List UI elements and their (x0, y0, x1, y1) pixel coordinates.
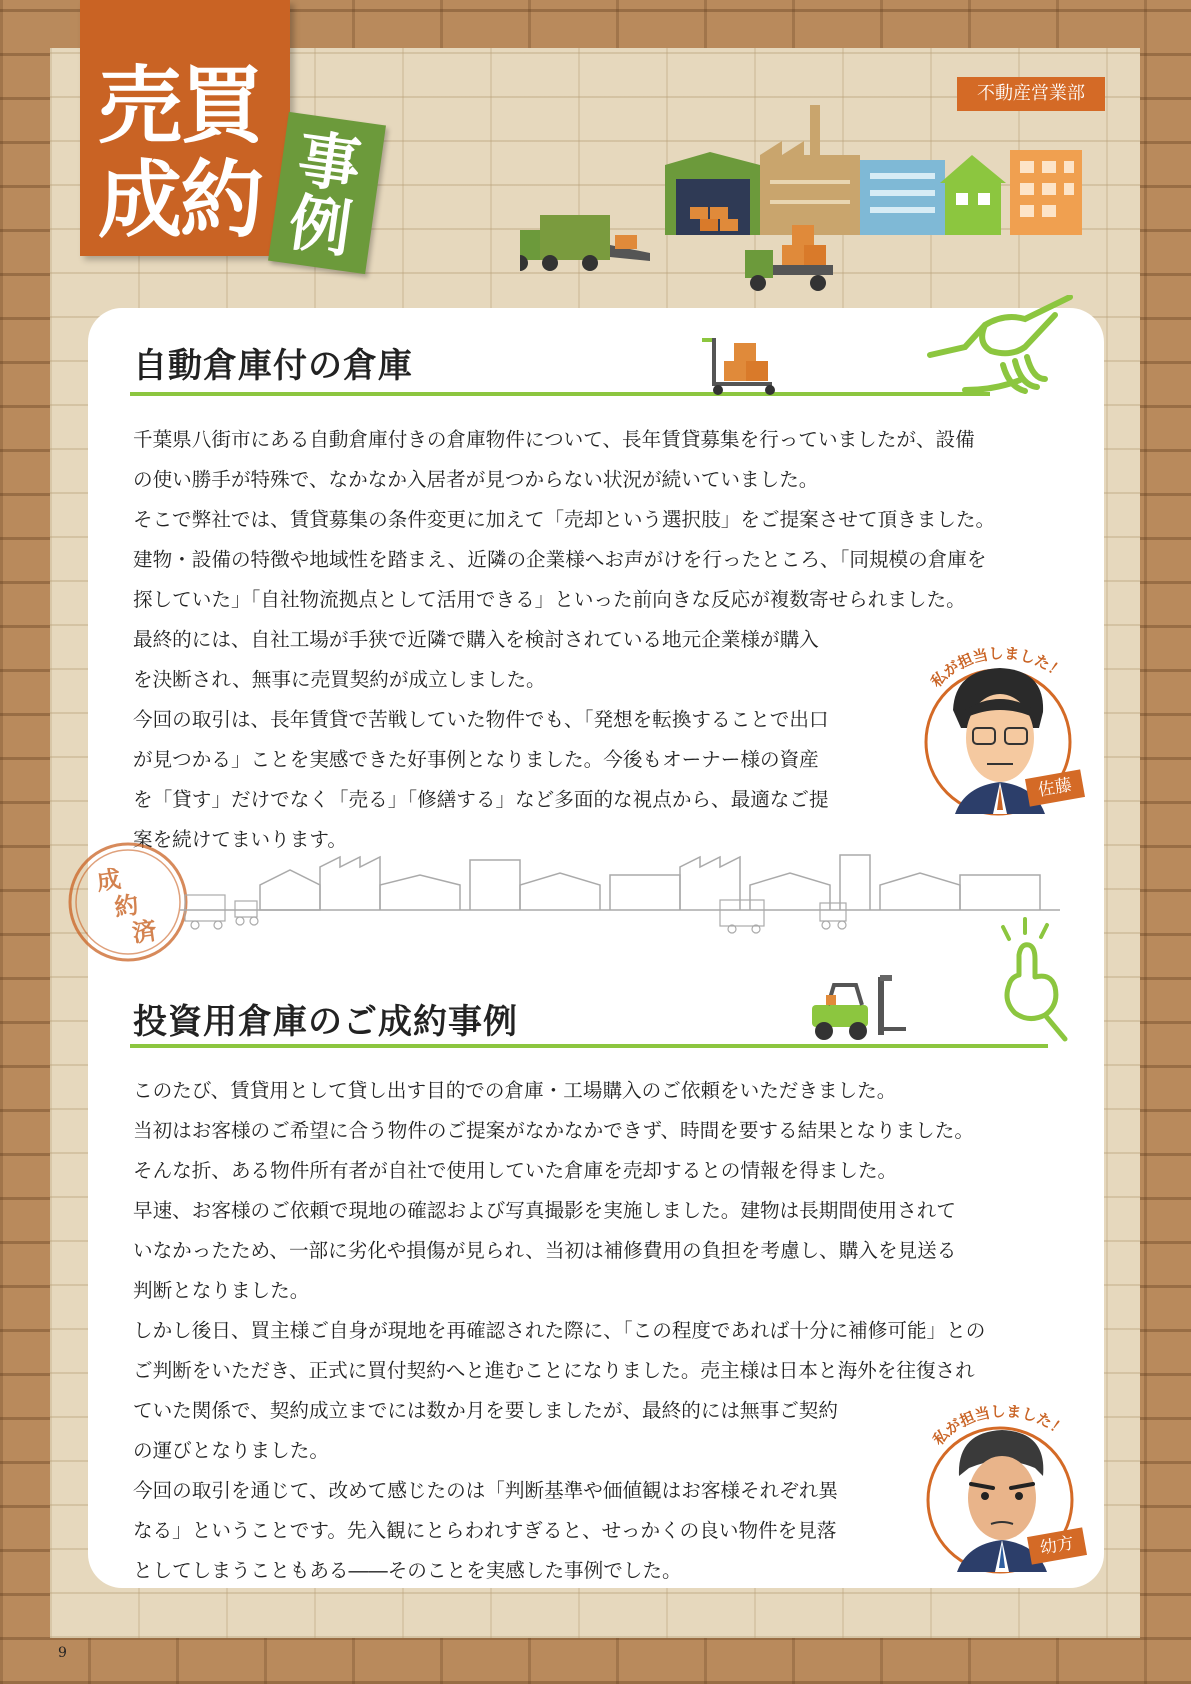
section2-underline (130, 1044, 1048, 1048)
section1-line: そこで弊社では、賃貸募集の条件変更に加えて「売却という選択肢」をご提案させて頂きました。 (133, 508, 996, 531)
department-label: 不動産営業部 (957, 77, 1105, 111)
jirei-tag-char-1: 事 (293, 122, 366, 203)
page-number: 9 (58, 1645, 67, 1661)
stamp-char-2: 約 (112, 890, 141, 922)
section2-line: このたび、賃貸用として貸し出す目的での倉庫・工場購入のご依頼をいただきました。 (133, 1079, 897, 1102)
forklift-icon (808, 975, 908, 1043)
section2-line: しかし後日、買主様ご自身が現地を再確認された際に、「この程度であれば十分に補修可能」との (133, 1319, 986, 1342)
section2-line: ていた関係で、契約成立までには数か月を要しましたが、最終的には無事ご契約 (133, 1399, 838, 1422)
section2-line: 判断となりました。 (133, 1279, 310, 1302)
pointing-finger-icon (995, 915, 1077, 1045)
section1-line: を決断され、無事に売買契約が成立しました。 (133, 668, 546, 691)
section2-line: の運びとなりました。 (133, 1439, 329, 1462)
staff-avatar-sato (915, 640, 1085, 824)
stamp-char-1: 成 (94, 864, 123, 896)
staff-avatar-ubukata (917, 1398, 1087, 1582)
section1-heading: 自動倉庫付の倉庫 (133, 346, 413, 386)
section2-line: ご判断をいただき、正式に買付契約へと進むことになりました。売主様は日本と海外を往復され (133, 1359, 975, 1382)
title-line-1: 売買 (98, 57, 263, 155)
jirei-tag-char-2: 例 (284, 185, 357, 267)
section1-line: 案を続けてまいります。 (133, 828, 347, 851)
handshake-icon (925, 295, 1075, 405)
section1-line: 今回の取引は、長年賃貸で苦戦していた物件でも、「発想を転換することで出口 (133, 708, 829, 731)
section2-line: なる」ということです。先入観にとらわれすぎると、せっかくの良い物件を見落 (133, 1519, 837, 1542)
section2-line: 今回の取引を通じて、改めて感じたのは「判断基準や価値観はお客様それぞれ異 (133, 1479, 838, 1502)
section2-line: 当初はお客様のご希望に合う物件のご提案がなかなかできず、時間を要する結果となりました。 (133, 1119, 974, 1142)
staff-name-tag: 佐藤 (1025, 769, 1085, 806)
section2-line: 早速、お客様のご依頼で現地の確認および写真撮影を実施しました。建物は長期間使用されて (133, 1199, 956, 1222)
section1-line: 建物・設備の特徴や地域性を踏まえ、近隣の企業様へお声がけを行ったところ、「同規模の倉庫を (133, 548, 987, 571)
staff-caption: 私が担当しました！ (929, 1402, 1070, 1449)
section2-heading: 投資用倉庫のご成約事例 (133, 1002, 518, 1042)
section1-line: が見つかる」ことを実感できた好事例となりました。今後もオーナー様の資産 (133, 748, 819, 771)
title-line-2: 成約 (98, 151, 263, 249)
hand-truck-icon (700, 335, 780, 397)
section1-line: 最終的には、自社工場が手狭で近隣で購入を検討されている地元企業様が購入 (133, 628, 819, 651)
section1-line: 探していた」「自社物流拠点として活用できる」といった前向きな反応が複数寄せられました。 (133, 588, 966, 611)
section2-line: そんな折、ある物件所有者が自社で使用していた倉庫を売却するとの情報を得ました。 (133, 1159, 898, 1182)
stamp-char-3: 済 (130, 916, 159, 948)
section2-line: としてしまうこともある――そのことを実感した事例でした。 (133, 1559, 682, 1582)
section1-underline (130, 392, 990, 396)
factory-illustration (520, 95, 1120, 310)
title-block (80, 0, 290, 256)
section2-line: いなかったため、一部に劣化や損傷が見られ、当初は補修費用の負担を考慮し、購入を見送る (133, 1239, 957, 1262)
section1-line: 千葉県八街市にある自動倉庫付きの倉庫物件について、長年賃貸募集を行っていましたが、設備 (133, 428, 975, 451)
jirei-tag (268, 112, 386, 274)
section1-line: の使い勝手が特殊で、なかなか入居者が見つからない状況が続いていました。 (133, 468, 819, 491)
section1-line: を「貸す」だけでなく「売る」「修繕する」など多面的な視点から、最適なご提 (133, 788, 829, 811)
warehouse-skyline-divider (180, 845, 1060, 945)
staff-caption: 私が担当しました！ (927, 644, 1068, 691)
seiyakuzumi-stamp (64, 838, 192, 966)
staff-name-tag: 幼方 (1027, 1527, 1087, 1564)
